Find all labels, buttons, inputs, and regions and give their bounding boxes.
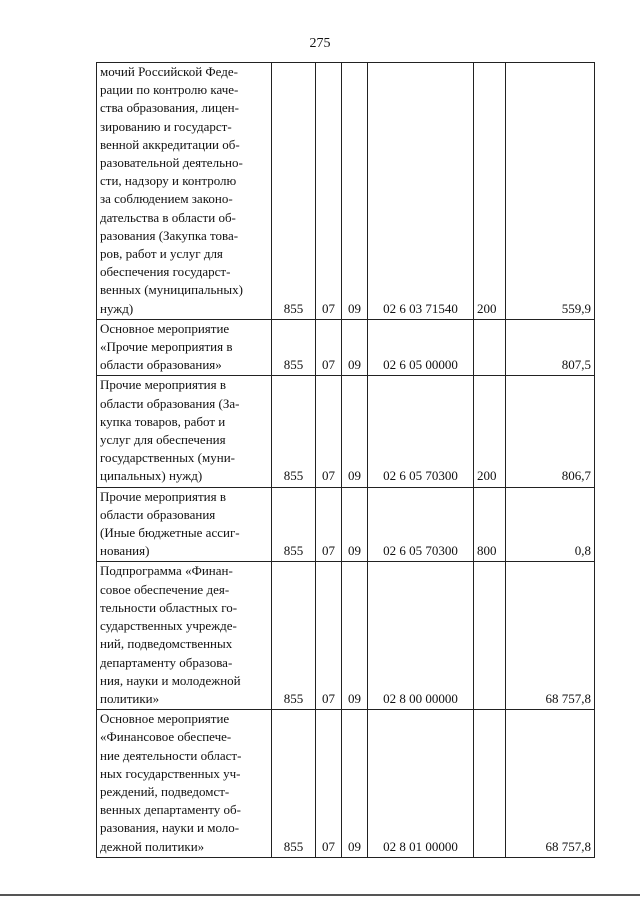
row-name-line: дательства в области об- bbox=[100, 209, 236, 225]
target-article-cell: 02 6 05 00000 bbox=[368, 319, 474, 376]
row-name-cell bbox=[97, 376, 272, 487]
table-row bbox=[97, 376, 595, 487]
row-name-line: обеспечения государст- bbox=[100, 264, 231, 280]
target-article-cell: 02 8 01 00000 bbox=[368, 710, 474, 858]
row-name-cell bbox=[97, 710, 272, 858]
row-name-line: разования (Закупка това- bbox=[100, 227, 239, 243]
row-name-line: государственных (муни- bbox=[100, 450, 235, 466]
row-name-line: «Финансовое обеспече- bbox=[100, 729, 232, 745]
row-name-line: рации по контролю каче- bbox=[100, 82, 239, 98]
row-name-line: Основное мероприятие bbox=[100, 711, 230, 727]
ved-cell: 855 bbox=[272, 710, 316, 858]
row-name-line: разования, науки и моло- bbox=[100, 820, 240, 836]
amount-cell: 0,8 bbox=[506, 487, 595, 562]
row-name-line: департаменту образова- bbox=[100, 654, 233, 670]
section-cell: 07 bbox=[316, 487, 342, 562]
amount-cell: 68 757,8 bbox=[506, 710, 595, 858]
row-name-line: (Иные бюджетные ассиг- bbox=[100, 525, 240, 541]
row-name-line: мочий Российской Феде- bbox=[100, 64, 238, 79]
row-name-line: нужд) bbox=[100, 300, 134, 316]
row-name-line: тельности областных го- bbox=[100, 599, 238, 615]
row-name-line: политики» bbox=[100, 690, 160, 706]
section-cell: 07 bbox=[316, 319, 342, 376]
row-name-line: реждений, подведомст- bbox=[100, 783, 230, 799]
ved-cell: 855 bbox=[272, 487, 316, 562]
row-name-line: совое обеспечение дея- bbox=[100, 581, 230, 597]
row-name-line: ний, подведомственных bbox=[100, 636, 233, 652]
expense-type-cell: 200 bbox=[474, 376, 506, 487]
amount-cell: 806,7 bbox=[506, 376, 595, 487]
row-name-line: ния, науки и молодежной bbox=[100, 672, 241, 688]
section-cell: 07 bbox=[316, 710, 342, 858]
section-cell: 07 bbox=[316, 376, 342, 487]
row-name-cell bbox=[97, 562, 272, 710]
row-name-line: ства образования, лицен- bbox=[100, 100, 239, 116]
subsection-cell: 09 bbox=[342, 319, 368, 376]
row-name-line: венных (муниципальных) bbox=[100, 282, 243, 298]
subsection-cell: 09 bbox=[342, 63, 368, 320]
expense-type-cell bbox=[474, 710, 506, 858]
row-name-line: разовательной деятельно- bbox=[100, 155, 243, 171]
page-number: 275 bbox=[309, 36, 331, 51]
row-name-line: Подпрограмма «Финан- bbox=[100, 563, 233, 579]
row-name-line: услуг для обеспечения bbox=[100, 432, 226, 448]
section-cell: 07 bbox=[316, 63, 342, 320]
ved-cell: 855 bbox=[272, 376, 316, 487]
row-name-line: области образования» bbox=[100, 357, 222, 373]
row-name-cell bbox=[97, 487, 272, 562]
subsection-cell: 09 bbox=[342, 487, 368, 562]
footer-rule bbox=[0, 894, 640, 896]
row-name-line: купка товаров, работ и bbox=[100, 413, 226, 429]
budget-table bbox=[96, 62, 595, 858]
target-article-cell: 02 6 05 70300 bbox=[368, 376, 474, 487]
row-name-line: «Прочие мероприятия в bbox=[100, 339, 233, 355]
section-cell: 07 bbox=[316, 562, 342, 710]
budget-table-body bbox=[97, 63, 595, 858]
target-article-cell: 02 6 03 71540 bbox=[368, 63, 474, 320]
row-name-line: зированию и государст- bbox=[100, 118, 232, 134]
row-name-line: области образования (За- bbox=[100, 395, 240, 411]
row-name-line: сти, надзору и контролю bbox=[100, 173, 237, 189]
subsection-cell: 09 bbox=[342, 710, 368, 858]
row-name-line: Прочие мероприятия в bbox=[100, 488, 226, 504]
row-name-line: Прочие мероприятия в bbox=[100, 377, 226, 393]
row-name-line: сударственных учрежде- bbox=[100, 618, 237, 634]
row-name-line: ние деятельности област- bbox=[100, 747, 242, 763]
row-name-line: ных государственных уч- bbox=[100, 765, 241, 781]
row-name-line: Основное мероприятие bbox=[100, 320, 230, 336]
row-name-line: нования) bbox=[100, 543, 150, 559]
table-row bbox=[97, 319, 595, 376]
row-name-line: за соблюдением законо- bbox=[100, 191, 233, 207]
target-article-cell: 02 8 00 00000 bbox=[368, 562, 474, 710]
row-name-cell bbox=[97, 63, 272, 320]
row-name-line: ципальных) нужд) bbox=[100, 468, 203, 484]
amount-cell: 68 757,8 bbox=[506, 562, 595, 710]
row-name-line: ров, работ и услуг для bbox=[100, 246, 223, 262]
table-row bbox=[97, 562, 595, 710]
row-name-line: венной аккредитации об- bbox=[100, 136, 240, 152]
table-row bbox=[97, 710, 595, 858]
ved-cell: 855 bbox=[272, 63, 316, 320]
table-row bbox=[97, 63, 595, 320]
expense-type-cell bbox=[474, 319, 506, 376]
row-name-line: области образования bbox=[100, 506, 216, 522]
subsection-cell: 09 bbox=[342, 562, 368, 710]
amount-cell: 559,9 bbox=[506, 63, 595, 320]
row-name-cell bbox=[97, 319, 272, 376]
expense-type-cell bbox=[474, 562, 506, 710]
amount-cell: 807,5 bbox=[506, 319, 595, 376]
table-row bbox=[97, 487, 595, 562]
ved-cell: 855 bbox=[272, 562, 316, 710]
row-name-line: дежной политики» bbox=[100, 838, 205, 854]
ved-cell: 855 bbox=[272, 319, 316, 376]
expense-type-cell: 200 bbox=[474, 63, 506, 320]
target-article-cell: 02 6 05 70300 bbox=[368, 487, 474, 562]
expense-type-cell: 800 bbox=[474, 487, 506, 562]
subsection-cell: 09 bbox=[342, 376, 368, 487]
row-name-line: венных департаменту об- bbox=[100, 802, 241, 818]
